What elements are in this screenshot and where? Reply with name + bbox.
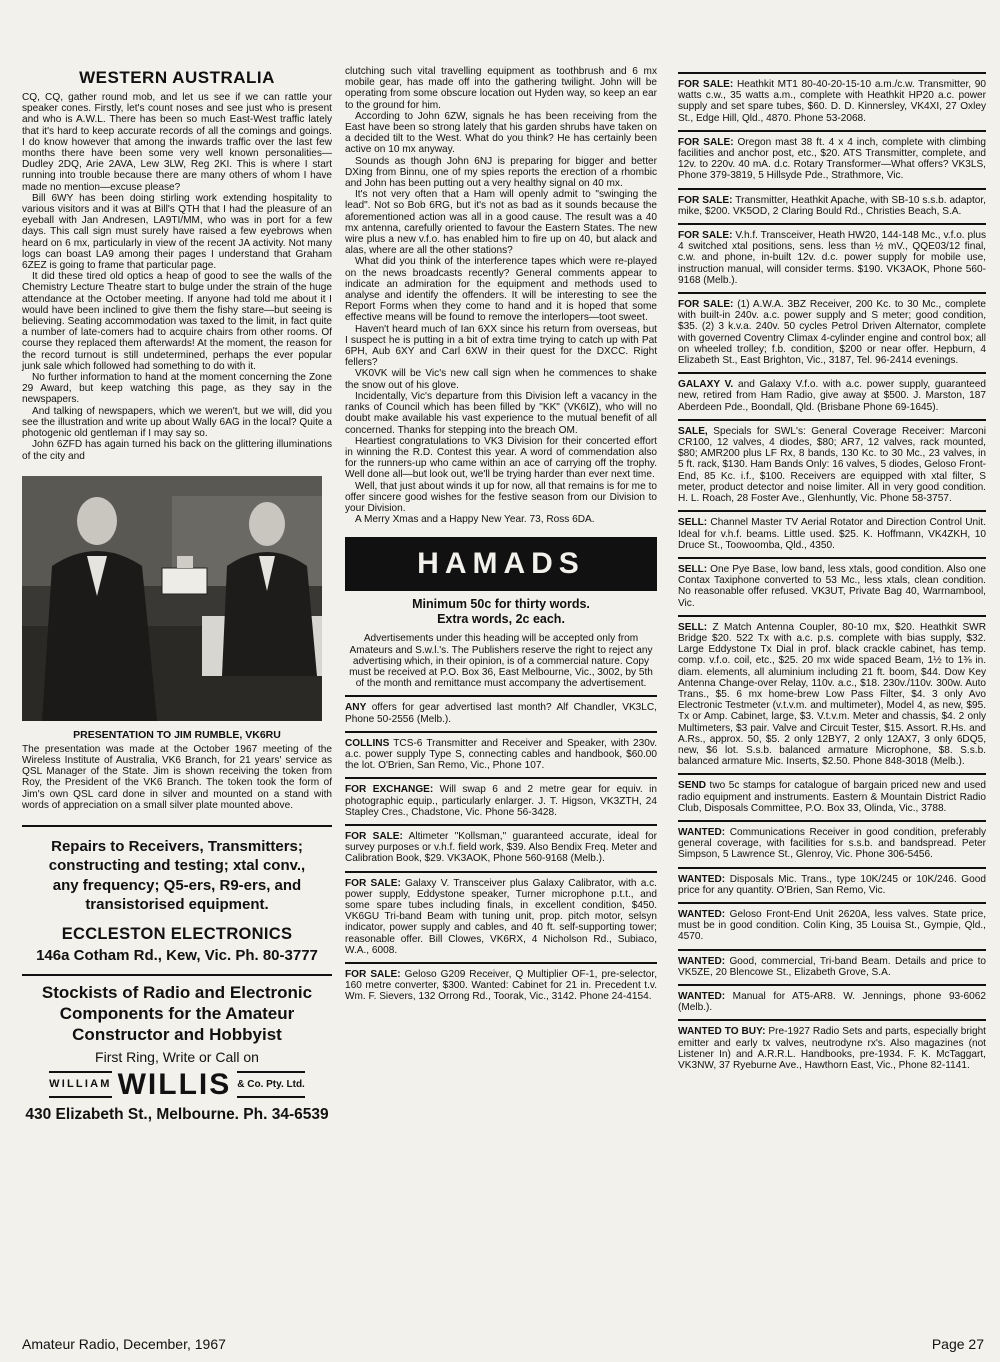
paragraph: Sounds as though John 6NJ is preparing for bigger and better DXing from Binnu, one of my spies reports the erection of a rhombic and John has been putting out a very healthy signal on 40 mx. bbox=[345, 155, 657, 190]
classified-ad-text bbox=[678, 991, 986, 1013]
advert-address: 146a Cotham Rd., Kew, Vic. Ph. 80-3777 bbox=[36, 947, 318, 965]
classified-ad-text bbox=[678, 956, 986, 978]
advert-line: any frequency; Q5-ers, R9-ers, and bbox=[52, 876, 302, 894]
classified-ad bbox=[678, 557, 986, 609]
classified-ad-body: Transmitter, Heathkit Apache, with SB-10 s.s.b. adaptor, mike, $200. VK5OD, 2 Claring Bould Rd., Christies Beach, S.A. bbox=[678, 194, 986, 217]
classified-ad-body: two 5c stamps for catalogue of bargain priced new and used radio equipment and instruments. Eastern & Mountain District Radio Club, Disposals Committee, P.O. Box 33, Olinda, Vic., 3788. bbox=[678, 780, 986, 814]
classified-list bbox=[678, 72, 986, 1071]
classified-ad-body: Altimeter "Kollsman," guaranteed accurate, ideal for survey purposes or v.h.f. field work, $39. Also Bendix Freq. Meter and Calibration Book, $29. VK3AOK, Phone 560-9168 (Melb.). bbox=[345, 830, 657, 865]
classified-ad bbox=[678, 773, 986, 814]
classified-ad bbox=[678, 292, 986, 366]
footer-publication: Amateur Radio, December, 1967 bbox=[22, 1336, 226, 1352]
classified-ad-body: One Pye Base, low band, less xtals, good condition. Also one Contax Taxiphone converted to 53 Mc., less xtals, clean condition. No reasonable offer refused. VK3UT, Private Bag 40, Warrnambool, Vic. bbox=[678, 563, 986, 609]
hamads-rates bbox=[345, 597, 657, 627]
section-title: WESTERN AUSTRALIA bbox=[79, 68, 275, 87]
classified-ad-text bbox=[678, 79, 986, 124]
classified-ad-keyword: FOR SALE: bbox=[345, 830, 403, 842]
paragraph: Bill 6WY has been doing stirling work extending hospitality to various visitors and it was at Bill's QTH that I had the pleasure of an eyeball with Jan Andresen, LA9TI/MM, who was in port for a few days. This call sign must surely have raised a few eyebrows when heard on 6 mx, particularly in view of the recent JA activity. Not many logs can boast LA9 among their pages I understand that Graham 6ZEZ is going to frame that particular page. bbox=[22, 192, 332, 272]
classified-ad-body: TCS-6 Transmitter and Receiver and Speaker, with 230v. a.c. power supply Type S, connecting cables and handbook, $60.00 the lot. O'Brien, San Remo, Vic., Phone 107. bbox=[345, 737, 657, 772]
classified-ad-body: Specials for SWL's: General Coverage Receiver: Marconi CR100, 12 valves, 4 diodes, $80; AR7, 12 valves, rack mounted, $80; AMR200 plus LF Rx, 8 bands, 130 Kc. to 30 Mc., 23 valves, in 5 ft. rack, $130. Ham Bands Only: 16 valves, 5 diodes, Geloso Front-End, 85 Kc. i.f., $100. Receivers are equipped with xtal filter, S meter, product detector and noise limiter. All in very good condition. H. L. Roach, 28 Foster Ave., Glenhuntly, Vic. Phone 58-3757. bbox=[678, 425, 987, 505]
divider bbox=[22, 974, 332, 976]
classified-ad-keyword: FOR SALE: bbox=[678, 299, 734, 311]
paragraph: clutching such vital travelling equipment as toothbrush and 6 mx mobile gear, has made off into the gathering twilight. John will be operating from some obscure location out Hyden way, so keep an ear to the ground for him. bbox=[345, 66, 657, 111]
classified-ad-body: Oregon mast 38 ft. 4 x 4 inch, complete with climbing facilities and anchor post, etc., $20. ATS Transmitter, complete, and 12v. to 220v. 40 mA. d.c. Rotary Transformer—What offers? VK3LS, Phone 379-3819, 5 Hillsyde Pde., Strathmore, Vic. bbox=[678, 136, 986, 182]
classified-ad-text bbox=[345, 878, 657, 956]
logo-right-text: & Co. Pty. Ltd. bbox=[237, 1071, 305, 1098]
advert-line: Constructor and Hobbyist bbox=[72, 1024, 282, 1044]
classified-ad bbox=[678, 510, 986, 551]
classified-ad bbox=[678, 1019, 986, 1071]
classified-ad-body: Geloso Front-End Unit 2620A, less valves. State price, must be in good condition. Colin King, 35 Louisa St., Gympie, Qld., 4570. bbox=[678, 908, 986, 943]
classified-ad-body: Channel Master TV Aerial Rotator and Direction Control Unit. Ideal for v.h.f. beams. Little used. $25. K. Hoffmann, VK4ZKH, 10 Druce St., Toowoomba, Qld., 4350. bbox=[678, 517, 986, 551]
classified-ad-body: Manual for AT5-AR8. W. Jennings, phone 93-6062 (Melb.). bbox=[678, 991, 986, 1014]
classified-ad-keyword: WANTED: bbox=[678, 991, 726, 1002]
photo-caption-title: PRESENTATION TO JIM RUMBLE, VK6RU bbox=[73, 728, 281, 741]
classified-ad-keyword: SALE, bbox=[678, 425, 708, 437]
paragraph: According to John 6ZW, signals he has been receiving from the East have been so strong lately that his garden shrubs have taken on a decided tilt to the West. What do you think? He has certainly been active on 10 mx anyway. bbox=[345, 110, 657, 156]
classified-ad-text bbox=[678, 230, 986, 286]
classified-ad-text bbox=[678, 137, 986, 182]
caption-text: The presentation was made at the October 1967 meeting of the Wireless Institute of Australia, VK6 Branch, for 21 years' service as QSL Manager of the State. Jim is shown receiving the token from Roy, the President of the VK6 Branch. The token took the form of Jim's own QSL card done in silver and mounted on a stand with words of appreciation on a small silver plate mounted above. bbox=[22, 743, 332, 811]
classified-ad-text bbox=[678, 622, 986, 768]
classified-ad-keyword: WANTED: bbox=[678, 826, 726, 838]
classified-ad-body: offers for gear advertised last month? Alf Chandler, VK3LC, Phone 50-2556 (Melb.). bbox=[345, 702, 657, 725]
classified-ad-text bbox=[678, 827, 986, 861]
willis-logo bbox=[22, 1067, 332, 1101]
classified-ad-keyword: SELL: bbox=[678, 563, 708, 575]
classified-ad-keyword: SELL: bbox=[678, 517, 708, 529]
logo-main-text: WILLIS bbox=[117, 1067, 232, 1101]
classified-ad-keyword: SEND bbox=[678, 780, 707, 792]
classified-ad bbox=[678, 615, 986, 768]
classified-ad-body: Geloso G209 Receiver, Q Multiplier OF-1, pre-selector, 160 metre converter, $300. Wanted: Cabinet for 21 in. Precedent t.v. Wm. F. Sievers, 132 Orrong Rd., Toorak, Vic., 3142. Phone 24-4154. bbox=[345, 969, 657, 1003]
classified-ad-text bbox=[345, 784, 657, 818]
paragraph: What did you think of the interference tapes which were re-played on the news broadcasts recently? General comments appear to indicate an admiration for the equipment and methods used to analyse and identify the offenders. It will be interesting to see the Report Forms when they come to hand and it is hoped that some effective means will be found to remove the interlopers—toot sweet. bbox=[345, 256, 657, 324]
article-body bbox=[345, 66, 657, 525]
classified-ad bbox=[678, 223, 986, 286]
classified-ad-text bbox=[678, 1026, 986, 1071]
hamads-rate-line: Minimum 50c for thirty words. bbox=[412, 597, 590, 612]
classified-ad-text bbox=[345, 969, 657, 1003]
classified-ad-body: Disposals Mic. Trans., type 10K/245 or 10K/246. Good price for any quantity. O'Brien, San Remo, Vic. bbox=[678, 873, 986, 896]
paragraph: A Merry Xmas and a Happy New Year. 73, Ross 6DA. bbox=[355, 514, 595, 526]
classified-ad-text bbox=[678, 780, 986, 814]
classified-ad-text bbox=[345, 831, 657, 865]
classified-ad-keyword: FOR SALE: bbox=[678, 79, 734, 90]
classified-ad-text bbox=[678, 195, 986, 217]
advert-line: Stockists of Radio and Electronic bbox=[41, 982, 313, 1002]
advert-line: constructing and testing; xtal conv., bbox=[48, 857, 306, 875]
hamads-intro: Advertisements under this heading will be accepted only from Amateurs and S.w.l.'s. The Publishers reserve the right to reject any advertising which, in their opinion, is of a commercial nature. Copy must be received at P.O. Box 36, East Melbourne, Vic., 3002, by 5th of the month and remittance must accompany the advertisement. bbox=[349, 633, 653, 690]
advert-company-name: ECCLESTON ELECTRONICS bbox=[61, 924, 293, 943]
column-right bbox=[678, 66, 986, 1071]
classified-ad bbox=[345, 962, 657, 1003]
classified-ad-keyword: FOR EXCHANGE: bbox=[345, 784, 434, 796]
classified-ad bbox=[678, 820, 986, 861]
classified-ad-body: Communications Receiver in good condition, preferably general coverage, with facilities for s.s.b. and bandspread. Peter Simpson, 5 Lawrence St., Glenroy, Vic. Phone 306-5456. bbox=[678, 826, 986, 861]
paragraph: It did these tired old optics a heap of good to see the walls of the Chemistry Lecture Theatre start to bulge under the strain of the huge attendance at the October meeting. If anyone had told me about it I would have been inclined to give them the fishy stare—but seeing is believing. Seating accommodation was taxed to the limit, in fact quite a number of late-comers had to acquire chairs from other rooms. Of course they replaced them afterwards! At the moment, the reason for the record turnout is still undetermined, perhaps the ever popular junk sale which followed had something to do with it. bbox=[22, 271, 332, 372]
classified-ad bbox=[345, 695, 657, 724]
classified-ad-body: Heathkit MT1 80-40-20-15-10 a.m./c.w. Transmitter, 90 watts c.w., 35 watts a.m., complete with Heathkit HP20 a.c. power supply and set spare tubes, $60. D. D. Kinnersley, VK4XI, 27 Oxley St., Edge Hill, Qld., 4870. Phone 53-2068. bbox=[678, 79, 986, 124]
classified-ad-text bbox=[678, 874, 986, 896]
classified-ad-keyword: WANTED TO BUY: bbox=[678, 1026, 766, 1038]
classified-ad-body: V.h.f. Transceiver, Heath HW20, 144-148 Mc., v.f.o. plus 4 switched xtal positions, sens. less than ½ mV., QQE03/12 final, c.w. and phone, in-built 12v. d.c. power supply for mobile use, instruction manual, will consider terms. $190. VK3AOK, Phone 560-9168 (Melb.). bbox=[678, 230, 986, 286]
classified-ad-text bbox=[678, 299, 986, 366]
advert-line: Repairs to Receivers, Transmitters; bbox=[51, 837, 303, 855]
hamads-rate-line: Extra words, 2c each. bbox=[437, 612, 565, 627]
classified-ad bbox=[678, 130, 986, 182]
classified-ad bbox=[678, 867, 986, 896]
paragraph: Incidentally, Vic's departure from this Division left a vacancy in the ranks of Council which has been filled by "KK" (VK6IZ), who will no doubt make available his vast experience to the mutual benefit of all concerned. Thanks for stepping into the breach OM. bbox=[345, 390, 657, 436]
classified-ad-text bbox=[678, 426, 986, 504]
paragraph: Heartiest congratulations to VK3 Division for their concerted effort in winning the R.D. Contest this year. A word of commendation also for the runners-up who came within an ace of carrying off the trophy. Well done all—but look out, we'll be trying harder than ever next time. bbox=[345, 435, 657, 481]
classified-ad bbox=[345, 777, 657, 818]
photo-caption bbox=[22, 744, 332, 811]
paragraph: Well, that just about winds it up for now, all that remains is for me to offer sincere good wishes for the festive season from our Division to your Division. bbox=[345, 480, 657, 514]
advert-address: 430 Elizabeth St., Melbourne. Ph. 34-6539 bbox=[25, 1105, 329, 1123]
classified-ad-keyword: COLLINS bbox=[345, 737, 390, 749]
classified-ad bbox=[678, 949, 986, 978]
classified-ad-keyword: FOR SALE: bbox=[678, 136, 734, 148]
paragraph: Haven't heard much of Ian 6XX since his return from overseas, but I suspect he is putting in a bit of extra time trying to catch up with Pat 6PH, Aub 6XY and Carl 6XW in their quest for the DXCC. Right fellers? bbox=[345, 323, 657, 369]
classified-ad bbox=[678, 72, 986, 124]
advert-line: transistorised equipment. bbox=[85, 896, 269, 914]
classified-ad-body: Pre-1927 Radio Sets and parts, especially bright emitter and early tx valves, neutrodyne rx's. Also magazines (not Listener In) and A.R.R.L. Handbooks, pre-1934. F. K. McTaggart, VK3NW, 37 Ryeburne Ave., Hawthorn East, Vic., Phone 82-1141. bbox=[678, 1026, 986, 1072]
classified-ad-keyword: GALAXY V. bbox=[678, 379, 734, 391]
classified-ad-body: (1) A.W.A. 3BZ Receiver, 200 Kc. to 30 Mc., complete with built-in 240v. a.c. power supply and S meter; good condition, $35. (2) 3 k.v.a. 240v. 50 cycles Petrol Driven Alternator, complete with governed Coventry Climax 4-cylinder engine and control box; all on wheeled trolley; f.b. condition, $200 or near offer. Hepburn, 4 Elizabeth St., East Brighton, Vic., 3187, Tel. 96-2414 evenings. bbox=[678, 299, 986, 367]
paragraph: No further information to hand at the moment concerning the Zone 29 Award, but keep watching this page, as they say in the newspapers. bbox=[22, 372, 332, 406]
classified-ad bbox=[678, 419, 986, 504]
logo-left-text: WILLIAM bbox=[49, 1071, 111, 1098]
classified-ad bbox=[345, 871, 657, 956]
classified-ad-body: Good, commercial, Tri-band Beam. Details and price to VK5ZE, 20 Blencowe St., Elizabeth Grove, S.A. bbox=[678, 955, 986, 978]
classified-ad bbox=[345, 824, 657, 865]
classified-ad-keyword: FOR SALE: bbox=[345, 877, 401, 889]
classified-ad-body: Z Match Antenna Coupler, 80-10 mx, $20. Heathkit SWR Bridge $20. 522 Tx with a.c. p.s. complete with bias supply, $32. Large Eddystone Tx Dial in prof. black crackle cabinet, has temp. comp. v.f.o. coil, etc., $25. 20 mx wide spaced Beam, 1½ to 1⅜ in. diam. elements, all aluminium including 21 ft. boom, $44. Dow Key Antenna Change-over Relay, 110v. a.c., $18. 230v./110v. 300w. Auto Trans., $5. 6 mx home-brew Low Pass Filter, $4. 3 only Avo Electronic Testmeter (v.t.v.m. and multimeter), Model 4, as new, $95. Tx or Amp. Cabinet, large, $3. V.t.v.m. Meter and chassis, $4. 2 only Multimeters, $3 pair. Valve and Circuit Tester, $15. Assort. R.Hs. and A.Rs., approx. 50, $5. 2 only 12BY7, 2 only 12AX7, 3 only 6DQ5, new, $6 lot. S.s.b. balanced armature Microphone, $8. S.s.b. balanced armature Mic. Inserts, $2.50. Phone 848-3018 (Melb.). bbox=[678, 621, 986, 768]
advert-willis bbox=[22, 982, 332, 1125]
advert-subline: First Ring, Write or Call on bbox=[95, 1048, 259, 1065]
column-middle bbox=[345, 66, 657, 1003]
presentation-photo bbox=[22, 476, 322, 721]
classified-ad-text bbox=[678, 909, 986, 943]
column-left bbox=[22, 66, 332, 1125]
classified-ad-keyword: WANTED: bbox=[678, 873, 726, 885]
paragraph: It's not very often that a Ham will openly admit to "swinging the lead". Not so Bob 6RG, but it's not as bad as it sounds because the aforementioned action was all in a good cause. The result was a 40 mx antenna, carefully oriented to favour the Eastern States. The new wire plus a new v.f.o. has enabled him to fire up on 40, but alack and alas, where are all the other stations? bbox=[345, 189, 657, 257]
divider bbox=[22, 825, 332, 827]
classified-ad bbox=[678, 188, 986, 217]
classified-ad bbox=[345, 731, 657, 772]
article-body bbox=[22, 92, 332, 462]
paragraph: VK0VK will be Vic's new call sign when he commences to shake the snow out of his glove. bbox=[345, 368, 657, 391]
classified-ad-text bbox=[678, 564, 986, 609]
footer-page-number: Page 27 bbox=[931, 1336, 984, 1352]
classified-ad-text bbox=[678, 379, 986, 413]
classified-ad-keyword: FOR SALE: bbox=[678, 230, 733, 242]
classified-ad-body: Will swap 6 and 2 metre gear for equiv. in photographic equip., particularly enlarger. J. T. Higson, VK3ZTH, 24 Stapley Cres., Chadstone, Vic. Phone 56-3428. bbox=[345, 784, 657, 818]
advert-line: Components for the Amateur bbox=[59, 1003, 295, 1023]
classified-ad-keyword: FOR SALE: bbox=[345, 969, 401, 980]
classified-list bbox=[345, 695, 657, 1002]
classified-ad bbox=[678, 984, 986, 1013]
classified-ad bbox=[678, 372, 986, 413]
classified-ad-keyword: SELL: bbox=[678, 621, 708, 633]
classified-ad-keyword: WANTED: bbox=[678, 955, 726, 967]
classified-ad-text bbox=[345, 702, 657, 724]
paragraph: John 6ZFD has again turned his back on the glittering illuminations of the city and bbox=[22, 439, 332, 462]
paragraph: CQ, CQ, gather round mob, and let us see if we can rattle your speaker cones. Firstly, let's count noses and see just who is present and who is A.W.L. There has been so much East-West traffic lately that it's hard to keep accurate records of all the comings and goings. I do know however that among the inwards traffic over the last few months there have been some very well known personalities—Dudley 2DQ, Arie 2AVA, Lew 3LW, Reg 2KI. This is where I start running into trouble because there are many others of whom I have made no mention—excuse please? bbox=[22, 92, 332, 193]
paragraph: And talking of newspapers, which we weren't, but we will, did you see the illustration and write up about Wally 6AG in the local? Quite a photogenic old gentleman if I may say so. bbox=[22, 405, 332, 440]
classified-ad-keyword: WANTED: bbox=[678, 908, 726, 920]
advert-eccleston bbox=[22, 837, 332, 966]
classified-ad-keyword: FOR SALE: bbox=[678, 194, 733, 206]
classified-ad-text bbox=[678, 517, 986, 551]
classified-ad-body: Galaxy V. Transceiver plus Galaxy Calibrator, with a.c. power supply, Eddystone speaker, Turner microphone p.t.t., and some spare tubes including finals, in excellent condition, $450. VK6GU Tri-band Beam with tuning unit, prop. pitch motor, selsyn indicator, power supply and cables, and 40 ft. self-supporting tower; reasonable offer. Bill Clowes, VK6RX, 4 Nicholson Rd., Subiaco, W.A., 6008. bbox=[345, 877, 657, 956]
classified-ad-body: and Galaxy V.f.o. with a.c. power supply, guaranteed new, retired from Ham Radio, give away at $500. J. Marston, 187 Aberdeen Pde., Boondall, Qld. (Brisbane Phone 69-1645). bbox=[678, 379, 986, 413]
classified-ad bbox=[678, 902, 986, 943]
hamads-banner: HAMADS bbox=[345, 537, 657, 591]
classified-ad-keyword: ANY bbox=[345, 702, 367, 714]
classified-ad-text bbox=[345, 738, 657, 772]
